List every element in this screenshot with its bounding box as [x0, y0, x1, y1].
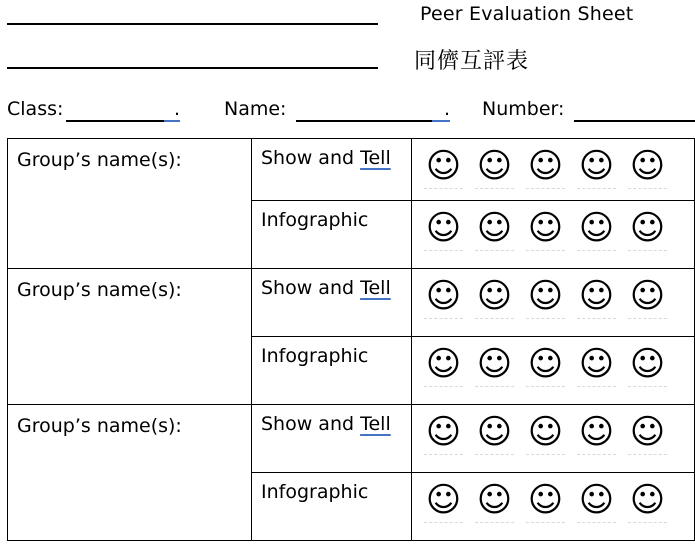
smiley-face-icon[interactable]: ☺ — [628, 414, 667, 455]
smiley-face-icon[interactable]: ☺ — [577, 414, 616, 455]
smiley-face-icon[interactable]: ☺ — [526, 414, 565, 455]
class-dot: . — [174, 98, 181, 120]
smiley-face-icon[interactable]: ☺ — [475, 148, 514, 189]
table-row — [8, 405, 695, 473]
rating-faces — [412, 473, 695, 541]
smiley-face-icon[interactable]: ☺ — [577, 210, 616, 251]
smiley-face-icon[interactable]: ☺ — [577, 482, 616, 523]
smiley-face-icon[interactable]: ☺ — [628, 346, 667, 387]
category-label-underlined: Tell — [360, 277, 391, 299]
smiley-face-icon[interactable]: ☺ — [424, 346, 463, 387]
class-label: Class: — [7, 98, 64, 120]
smiley-face-icon[interactable]: ☺ — [475, 482, 514, 523]
smiley-face-icon[interactable]: ☺ — [424, 482, 463, 523]
category-show-and-tell — [252, 405, 412, 473]
table-row — [8, 269, 695, 337]
smiley-face-icon[interactable]: ☺ — [577, 346, 616, 387]
smiley-face-icon[interactable]: ☺ — [526, 482, 565, 523]
category-show-and-tell — [252, 139, 412, 201]
table-row — [8, 139, 695, 201]
smiley-face-icon[interactable]: ☺ — [475, 346, 514, 387]
smiley-face-icon[interactable]: ☺ — [526, 346, 565, 387]
number-label: Number: — [482, 98, 565, 120]
sheet-title-english: Peer Evaluation Sheet — [420, 3, 634, 25]
header-blank-line-1 — [7, 23, 378, 25]
category-label: Show and — [261, 277, 361, 299]
smiley-face-icon[interactable]: ☺ — [628, 148, 667, 189]
smiley-face-icon[interactable]: ☺ — [628, 482, 667, 523]
category-show-and-tell — [252, 269, 412, 337]
smiley-face-icon[interactable]: ☺ — [424, 148, 463, 189]
class-blank[interactable] — [66, 120, 164, 122]
rating-faces — [412, 337, 695, 405]
name-dot: . — [444, 98, 451, 120]
header-blank-line-2 — [7, 67, 378, 69]
group-name-cell[interactable]: Group’s name(s): — [8, 269, 252, 405]
smiley-face-icon[interactable]: ☺ — [475, 210, 514, 251]
category-infographic: Infographic — [252, 201, 412, 269]
smiley-face-icon[interactable]: ☺ — [526, 210, 565, 251]
category-infographic: Infographic — [252, 337, 412, 405]
category-label-underlined: Tell — [360, 413, 391, 435]
smiley-face-icon[interactable]: ☺ — [628, 210, 667, 251]
category-infographic: Infographic — [252, 473, 412, 541]
category-label-underlined: Tell — [360, 147, 391, 169]
group-name-cell[interactable]: Group’s name(s): — [8, 405, 252, 541]
category-label: Show and — [261, 413, 361, 435]
name-label: Name: — [224, 98, 287, 120]
rating-faces — [412, 269, 695, 337]
smiley-face-icon[interactable]: ☺ — [424, 210, 463, 251]
number-blank[interactable] — [574, 120, 695, 122]
name-blank[interactable] — [296, 120, 432, 122]
smiley-face-icon[interactable]: ☺ — [628, 278, 667, 319]
group-name-cell[interactable]: Group’s name(s): — [8, 139, 252, 269]
smiley-face-icon[interactable]: ☺ — [424, 278, 463, 319]
smiley-face-icon[interactable]: ☺ — [475, 414, 514, 455]
rating-faces — [412, 405, 695, 473]
evaluation-table — [7, 138, 695, 541]
student-info-row — [0, 96, 695, 126]
smiley-face-icon[interactable]: ☺ — [577, 278, 616, 319]
smiley-face-icon[interactable]: ☺ — [424, 414, 463, 455]
name-blank-tail — [432, 120, 450, 122]
smiley-face-icon[interactable]: ☺ — [475, 278, 514, 319]
class-blank-tail — [164, 120, 180, 122]
rating-faces — [412, 139, 695, 201]
category-label: Show and — [261, 147, 361, 169]
smiley-face-icon[interactable]: ☺ — [526, 148, 565, 189]
smiley-face-icon[interactable]: ☺ — [526, 278, 565, 319]
rating-faces — [412, 201, 695, 269]
sheet-title-chinese: 同儕互評表 — [414, 49, 530, 74]
smiley-face-icon[interactable]: ☺ — [577, 148, 616, 189]
